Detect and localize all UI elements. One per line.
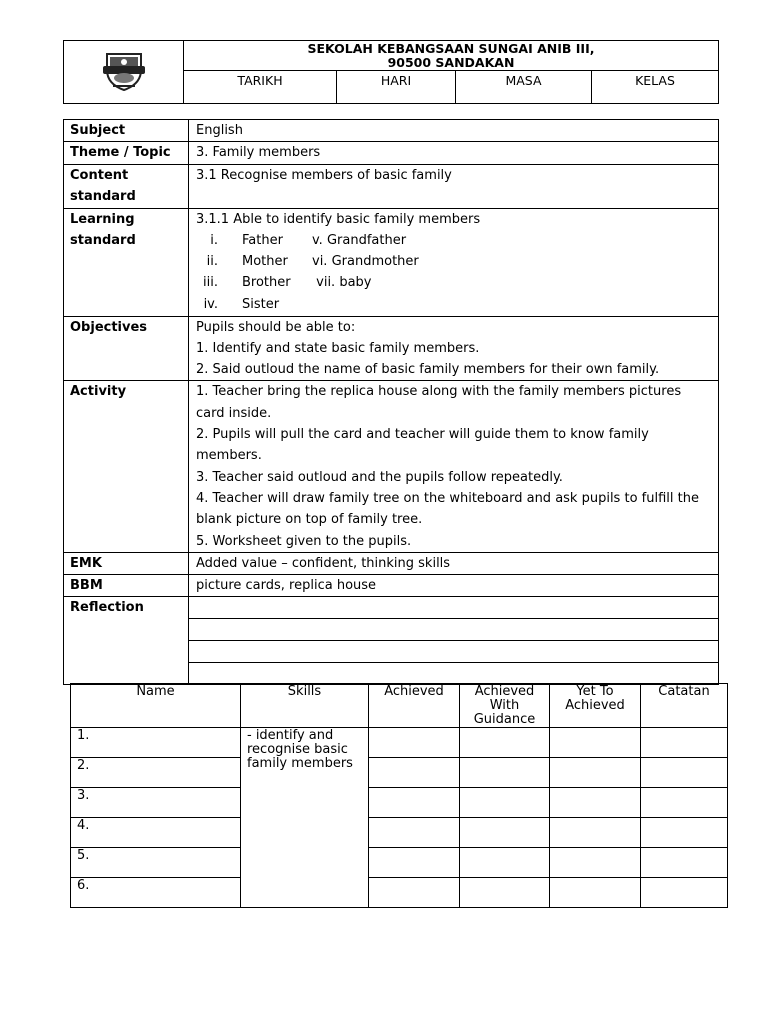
col-masa: MASA: [456, 71, 592, 104]
reflection-lines: [189, 597, 718, 684]
reflection-label: Reflection: [64, 597, 189, 685]
item-member: Father: [242, 232, 283, 248]
activity-value: [189, 381, 719, 552]
activity-step: 2. Pupils will pull the card and teacher will guide them to know family members.: [196, 427, 649, 464]
bbm-label: BBM: [64, 575, 189, 597]
pupil-row-name: 5.: [71, 848, 241, 878]
reflection-line: [189, 597, 718, 619]
objective-line: 2. Said outloud the name of basic family members for their own family.: [196, 362, 660, 378]
school-name-line2: 90500 SANDAKAN: [387, 55, 515, 70]
achieved-cell: [369, 758, 460, 788]
content-standard-value: 3.1 Recognise members of basic family: [189, 164, 719, 208]
objectives-value: [189, 316, 719, 381]
school-name: [184, 41, 719, 71]
reflection-line: [189, 663, 718, 685]
header-achieved: Achieved: [369, 684, 460, 728]
guidance-cell: [460, 758, 550, 788]
bbm-value: picture cards, replica house: [189, 575, 719, 597]
theme-label: Theme / Topic: [64, 142, 189, 164]
school-name-line1: SEKOLAH KEBANGSAAN SUNGAI ANIB III,: [307, 41, 595, 56]
catatan-cell: [641, 788, 728, 818]
yet-cell: [550, 848, 641, 878]
skill-description: - identify and recognise basic family members: [241, 728, 369, 908]
objectives-label: Objectives: [64, 316, 189, 381]
subject-value: English: [189, 120, 719, 142]
learning-label-line2: standard: [70, 232, 136, 248]
item-member: Mother: [242, 254, 288, 270]
learning-intro: 3.1.1 Able to identify basic family members: [196, 211, 481, 227]
pupil-row-name: 1.: [71, 728, 241, 758]
item-member: Brother: [242, 275, 291, 291]
theme-value: 3. Family members: [189, 142, 719, 164]
item-member: vii. baby: [312, 275, 372, 291]
achieved-cell: [369, 848, 460, 878]
emk-value: Added value – confident, thinking skills: [189, 552, 719, 574]
activity-step: 3. Teacher said outloud and the pupils follow repeatedly.: [196, 469, 563, 485]
guidance-cell: [460, 848, 550, 878]
header-achieved-with-guidance: Achieved With Guidance: [460, 684, 550, 728]
achieved-cell: [369, 878, 460, 908]
reflection-line: [189, 641, 718, 663]
pupil-row-name: 3.: [71, 788, 241, 818]
objective-line: 1. Identify and state basic family members.: [196, 340, 480, 356]
activity-step: 4. Teacher will draw family tree on the whiteboard and ask pupils to fulfill the blank picture on top of family tree.: [196, 490, 699, 528]
guidance-cell: [460, 788, 550, 818]
lesson-plan-table: [63, 119, 719, 685]
learning-item: [196, 230, 712, 251]
learning-item: [196, 272, 712, 293]
item-member: Sister: [242, 296, 280, 312]
item-number: iv.: [203, 296, 218, 312]
guidance-cell: [460, 728, 550, 758]
reflection-line: [189, 619, 718, 641]
catatan-cell: [641, 878, 728, 908]
school-header: [63, 40, 719, 104]
guidance-cell: [460, 818, 550, 848]
item-number: ii.: [206, 254, 218, 270]
activity-label: Activity: [64, 381, 189, 552]
learning-item: [196, 294, 712, 315]
school-logo-cell: [64, 41, 184, 104]
yet-cell: [550, 878, 641, 908]
item-member: vi. Grandmother: [312, 254, 419, 270]
pupil-row-name: 4.: [71, 818, 241, 848]
learning-standard-label: [64, 208, 189, 316]
learning-item: [196, 251, 712, 272]
header-yet-to-achieved: Yet To Achieved: [550, 684, 641, 728]
item-number: i.: [210, 232, 218, 248]
assessment-table: [70, 683, 728, 908]
achieved-cell: [369, 788, 460, 818]
emk-label: EMK: [64, 552, 189, 574]
header-catatan: Catatan: [641, 684, 728, 728]
yet-cell: [550, 758, 641, 788]
catatan-cell: [641, 728, 728, 758]
content-label-line2: standard: [70, 188, 136, 204]
item-member: v. Grandfather: [312, 232, 407, 248]
school-logo-icon: [99, 48, 149, 92]
objective-line: Pupils should be able to:: [196, 319, 356, 335]
content-label-line1: Content: [70, 167, 129, 183]
activity-step: 1. Teacher bring the replica house along with the family members pictures card inside.: [196, 384, 682, 421]
guidance-cell: [460, 878, 550, 908]
header-name: Name: [71, 684, 241, 728]
catatan-cell: [641, 758, 728, 788]
catatan-cell: [641, 818, 728, 848]
col-hari: HARI: [337, 71, 456, 104]
yet-cell: [550, 788, 641, 818]
catatan-cell: [641, 848, 728, 878]
yet-cell: [550, 728, 641, 758]
col-tarikh: TARIKH: [184, 71, 337, 104]
pupil-row-name: 6.: [71, 878, 241, 908]
content-standard-label: [64, 164, 189, 208]
achieved-cell: [369, 728, 460, 758]
achieved-cell: [369, 818, 460, 848]
learning-label-line1: Learning: [70, 211, 135, 227]
yet-cell: [550, 818, 641, 848]
activity-step: 5. Worksheet given to the pupils.: [196, 533, 412, 549]
learning-standard-value: [189, 208, 719, 316]
subject-label: Subject: [64, 120, 189, 142]
item-number: iii.: [203, 275, 218, 291]
pupil-row-name: 2.: [71, 758, 241, 788]
col-kelas: KELAS: [592, 71, 719, 104]
reflection-area: [189, 597, 719, 685]
header-skills: Skills: [241, 684, 369, 728]
